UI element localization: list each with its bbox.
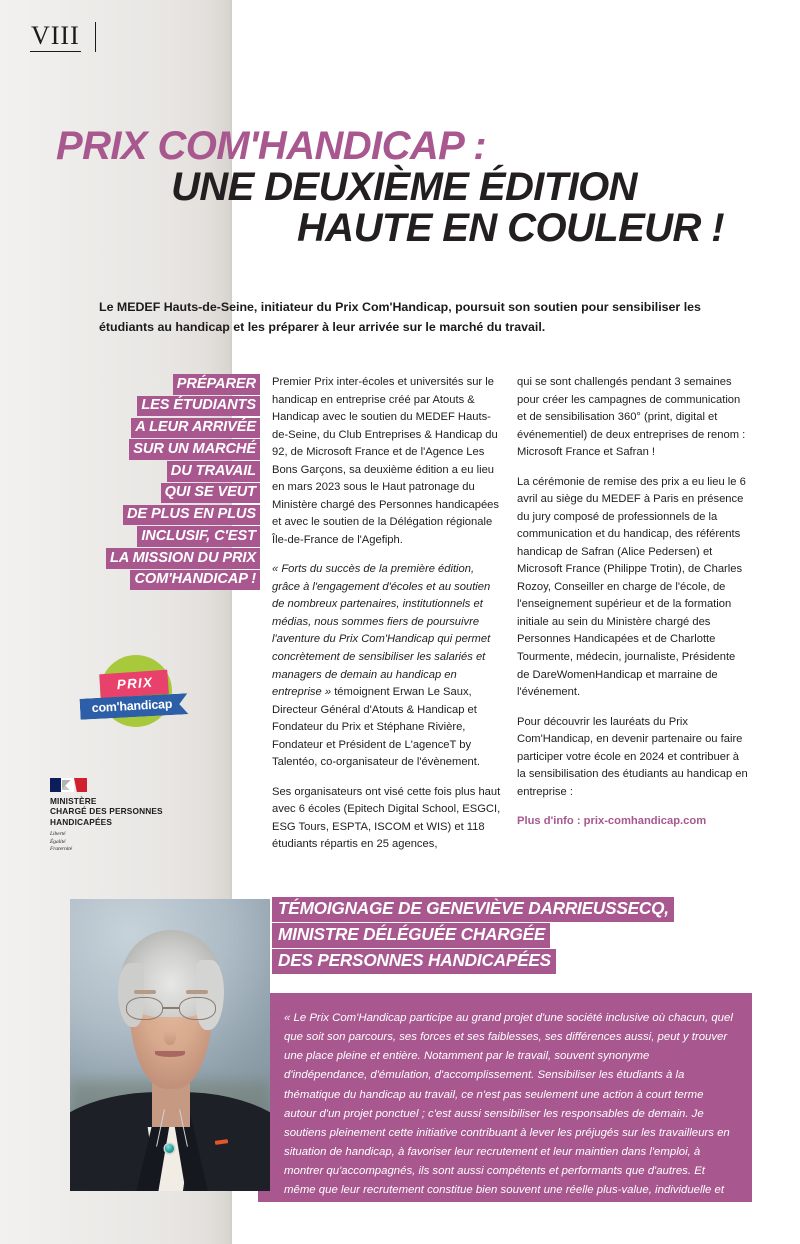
quote-attribution: témoignent Erwan Le Saux, Directeur Général d'Atouts & Handicap et Fondateur du Prix et Stéphane Rivière, Fondateur et Président de L'agenceT by Talentéo, co-organisateur de l'évènement. xyxy=(272,686,480,769)
page-number: VIII xyxy=(30,22,81,52)
logo-comhandicap-word: com'handicap xyxy=(91,696,173,716)
paragraph: Pour découvrir les lauréats du Prix Com'Handicap, en devenir partenaire ou faire participer votre école en 2024 et contribuer à la sensibilisation des étudiants au handicap en entreprise : xyxy=(517,715,748,798)
page-title-line-2: UNE DEUXIÈME ÉDITION xyxy=(171,164,637,209)
pull-quote-line: LES ÉTUDIANTS xyxy=(137,396,260,417)
pull-quote-line: LA MISSION DU PRIX xyxy=(106,548,260,569)
pull-quote-line: COM'HANDICAP ! xyxy=(130,570,260,591)
pull-quote xyxy=(60,374,260,592)
pull-quote-line: QUI SE VEUT xyxy=(161,483,260,504)
ministry-name-line-3: HANDICAPÉES xyxy=(50,816,113,827)
page-title-line-1: PRIX COM'HANDICAP : xyxy=(56,124,486,168)
photo-nose xyxy=(164,1022,176,1045)
glasses-icon xyxy=(126,997,216,1020)
paragraph: Premier Prix inter-écoles et universités sur le handicap en entreprise créé par Atouts & Handicap avec le soutien du MEDEF Hauts-de-Seine, du Club Entreprises & Handicap du 92, de Microsoft France et de l'Agence Les Bons Garçons, sa deuxième édition a eu lieu en mars 2023 sous le Haut patronage du Ministère chargé des Personnes handicapées et avec le soutien de la Délégation régionale Île-de-France de l'Agefiph. xyxy=(272,376,499,546)
logo-prix-word: PRIX xyxy=(116,674,154,693)
ministry-logo xyxy=(50,778,215,854)
testimonial-heading-line: TÉMOIGNAGE DE GENEVIÈVE DARRIEUSSECQ, xyxy=(272,897,674,922)
testimonial-heading-line: MINISTRE DÉLÉGUÉE CHARGÉE xyxy=(272,923,550,948)
pull-quote-line: PRÉPARER xyxy=(173,374,260,395)
motto-line-3: Fraternité xyxy=(50,846,73,853)
photo-eyebrow-left xyxy=(134,990,156,995)
paragraph: Ses organisateurs ont visé cette fois plus haut avec 6 écoles (Epitech Digital School, ESGCI, ESG Tours, ESPTA, ISCOM et WIS) et 118 étudiants répartis en 25 agences, xyxy=(272,785,501,851)
ministry-name-line-1: MINISTÈRE xyxy=(50,796,97,806)
body-column-middle xyxy=(272,374,504,854)
quoted-text: « Forts du succès de la première édition, grâce à l'engagement d'écoles et au soutien de nombreux partenaires, institutionnels et médias, nous sommes fiers de poursuivre l'aventure du Prix Com'Handicap qui permet concrètement de sensibiliser les salariés et managers de demain au handicap en entreprise » xyxy=(272,563,491,699)
pull-quote-line: A LEUR ARRIVÉE xyxy=(131,418,260,439)
prix-comhandicap-logo xyxy=(78,655,190,737)
standfirst: Le MEDEF Hauts-de-Seine, initiateur du Prix Com'Handicap, poursuit son soutien pour sensibiliser les étudiants au handicap et les préparer à leur arrivée sur le marché du travail. xyxy=(99,300,701,335)
page-title-line-3: HAUTE EN COULEUR ! xyxy=(297,205,724,250)
pull-quote-line: DE PLUS EN PLUS xyxy=(123,505,260,526)
paragraph: La cérémonie de remise des prix a eu lieu le 6 avril au siège du MEDEF à Paris en présence du jury composé de professionnels de la communication et du handicap, des référents handicap de Safran (Alice Pedersen) et Microsoft France (Philippe Trotin), de Charles Rozoy, Conseiller en charge de l'école, de l'enseignement supérieur et de la formation initiale au sein du Ministère chargé des Personnes Handicapées et de Charlotte Tourmente, médecin, journaliste, Présidente de DareWomenHandicap et marraine de l'événement. xyxy=(517,475,746,699)
ministry-motto xyxy=(50,831,215,854)
folio xyxy=(30,22,96,52)
french-flag-icon xyxy=(50,778,88,792)
photo-eyebrow-right xyxy=(186,990,208,995)
body-column-right xyxy=(517,374,749,831)
pull-quote-line: INCLUSIF, C'EST xyxy=(137,526,260,547)
paragraph-with-quote xyxy=(272,561,504,771)
testimonial-quote: « Le Prix Com'Handicap participe au grand projet d'une société inclusive où chacun, quel que soit son parcours, ses forces et ses faiblesses, ses différences aussi, peut y trouver une place pleine et entière. Notamment par le travail, souvent synonyme d'indépendance, d'émulation, d'accomplissement. Sensibiliser les étudiants à la thématique du handicap au travail, ce n'est pas seulement une action à court terme autour d'un projet ponctuel ; c'est aussi sensibiliser les responsables de demain. Je soutiens pleinement cette initiative contribuant à lever les préjugés sur les travailleurs en situation de handicap, à favoriser leur recrutement et leur maintien dans l'emploi, à montrer qu'accompagnés, ils sont aussi compétents et performants que d'autres. Et même que leur recrutement constitue bien souvent une réelle plus-value, individuelle et collective, pour l'entreprise ! » xyxy=(258,993,752,1202)
motto-line-2: Égalité xyxy=(50,838,66,845)
folio-divider xyxy=(95,22,96,52)
motto-line-1: Liberté xyxy=(50,831,66,838)
ministry-name-line-2: CHARGÉ DES PERSONNES xyxy=(50,806,163,817)
testimonial-heading xyxy=(272,897,752,976)
paragraph: qui se sont challengés pendant 3 semaines pour créer les campagnes de communication et de sensibilisation 360° (print, digital et événementiel) de deux entreprises de renom : Microsoft France et Safran ! xyxy=(517,376,746,459)
testimonial-heading-line: DES PERSONNES HANDICAPÉES xyxy=(272,949,556,974)
more-info-link[interactable]: Plus d'info : prix-comhandicap.com xyxy=(517,815,707,828)
page-title xyxy=(48,126,760,248)
portrait-photo-genevieve-darrieussecq xyxy=(70,899,270,1191)
pull-quote-line: DU TRAVAIL xyxy=(167,461,260,482)
pull-quote-line: SUR UN MARCHÉ xyxy=(129,439,260,460)
